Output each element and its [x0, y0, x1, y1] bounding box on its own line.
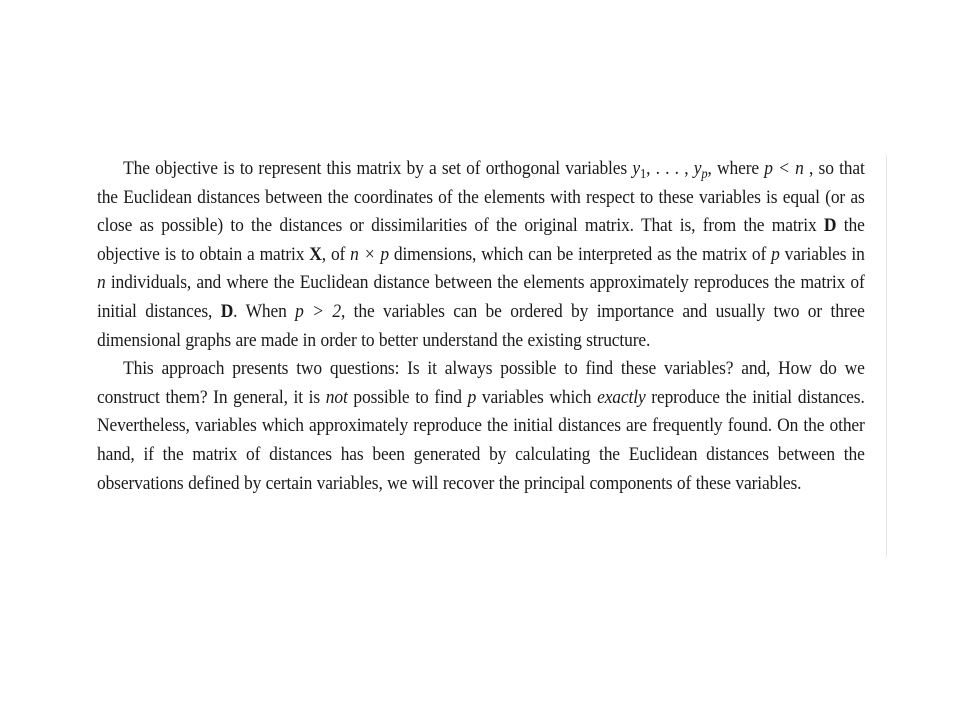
text-run: possible to find	[347, 386, 468, 408]
text-run: variables which	[476, 386, 598, 408]
text-run: reproduce the initial distances. Nevertheless, variables which approximately reproduce the initial distances are frequently found. On the other hand, if the matrix of distances has been generated by calculating the Euclidean distances between the observations defined by certain variables, we will recover the principal components of these variables.	[97, 386, 865, 494]
document-body	[97, 155, 865, 498]
text-run: The objective is to represent this matrix by a set of orthogonal variables	[123, 158, 633, 179]
text-run: the objective is to obtain a matrix	[97, 215, 865, 265]
text-run: variables in	[779, 243, 865, 265]
math-p: p	[467, 386, 477, 408]
text-run: , so that the Euclidean distances between the coordinates of the elements with respect to these variables is equal (or as close as possible) to the distances or dissimilarities of the original matrix. That is, from the matrix	[97, 158, 865, 237]
math-matrix-d: D	[823, 215, 837, 237]
text-run: , of	[321, 243, 351, 265]
margin-rule	[886, 155, 887, 557]
math-dots: , . . . ,	[646, 158, 694, 179]
math-dimensions: n × p	[350, 243, 389, 265]
text-run: , the variables can be ordered by importance and usually two or three dimensional graphs are made in order to better understand the existing structure.	[97, 300, 865, 351]
math-n: n	[97, 272, 106, 294]
math-p: p	[771, 243, 780, 265]
text-run: , where	[707, 158, 765, 179]
math-y: y	[632, 158, 640, 179]
math-y: y	[693, 158, 702, 179]
math-subscript: p	[701, 166, 708, 182]
emphasis-not: not	[325, 386, 348, 408]
text-run: individuals, and where the Euclidean distance between the elements approximately reproduces the matrix of initial distances,	[97, 272, 865, 322]
paragraph-1	[97, 155, 865, 355]
paragraph-2	[97, 355, 865, 498]
math-inequality: p < n	[764, 158, 804, 179]
text-run: dimensions, which can be interpreted as the matrix of	[388, 243, 772, 265]
math-matrix-d: D	[220, 300, 234, 322]
math-subscript: 1	[639, 166, 647, 182]
text-run: This approach presents two questions: Is it always possible to find these variables? and, How do we construct them? In general, it is	[97, 358, 865, 408]
emphasis-exactly: exactly	[597, 386, 646, 408]
math-matrix-x: X	[309, 243, 322, 265]
text-run: . When	[233, 300, 296, 322]
math-inequality: p > 2	[295, 300, 341, 322]
